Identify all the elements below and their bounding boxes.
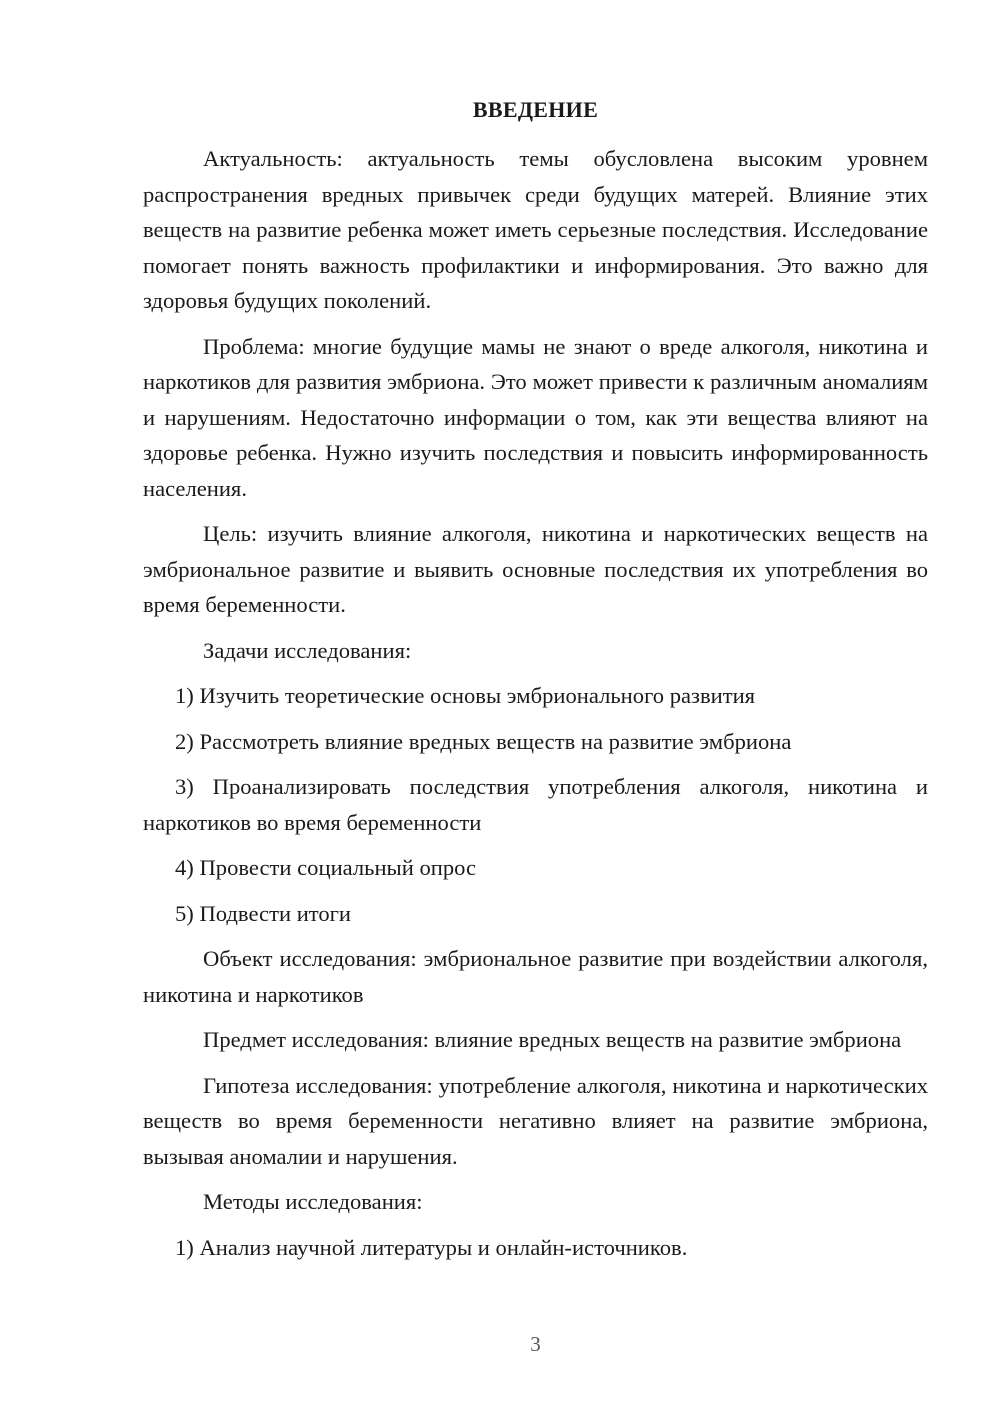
page-number: 3: [530, 1332, 541, 1356]
task-item: 3) Проанализировать последствия употребления алкоголя, никотина и наркотиков во время беременности: [143, 774, 928, 835]
subject-paragraph: Предмет исследования: влияние вредных веществ на развитие эмбриона: [203, 1027, 902, 1052]
section-title: ВВЕДЕНИЕ: [472, 97, 599, 122]
tasks-heading: Задачи исследования:: [203, 637, 412, 663]
task-item: 4) Провести социальный опрос: [175, 855, 477, 880]
document-body: [143, 141, 928, 1275]
object-paragraph: Объект исследования: эмбриональное развитие при воздействии алкоголя, никотина и наркотиков: [143, 946, 928, 1007]
relevance-paragraph: Актуальность: актуальность темы обусловлена высоким уровнем распространения вредных привычек среди будущих матерей. Влияние этих веществ на развитие ребенка может иметь серьезные последствия. Исследование помогает понять важность профилактики и информирования. Это важно для здоровья будущих поколений.: [143, 146, 928, 313]
method-item: 1) Анализ научной литературы и онлайн-источников.: [175, 1234, 688, 1260]
methods-heading: Методы исследования:: [203, 1189, 423, 1214]
problem-paragraph: Проблема: многие будущие мамы не знают о вреде алкоголя, никотина и наркотиков для развития эмбриона. Это может привести к различным аномалиям и нарушениям. Недостаточно информации о том, как эти вещества влияют на здоровье ребенка. Нужно изучить последствия и повысить информированность населения.: [143, 333, 928, 501]
task-item: 2) Рассмотреть влияние вредных веществ на развитие эмбриона: [175, 728, 792, 754]
document-page: [143, 0, 928, 1414]
task-item: 1) Изучить теоретические основы эмбрионального развития: [175, 683, 756, 708]
task-item: 5) Подвести итоги: [175, 900, 352, 926]
goal-paragraph: Цель: изучить влияние алкоголя, никотина и наркотических веществ на эмбриональное развитие и выявить основные последствия их употребления во время беременности.: [143, 521, 928, 617]
hypothesis-paragraph: Гипотеза исследования: употребление алкоголя, никотина и наркотических веществ во время беременности негативно влияет на развитие эмбриона, вызывая аномалии и нарушения.: [143, 1072, 928, 1169]
